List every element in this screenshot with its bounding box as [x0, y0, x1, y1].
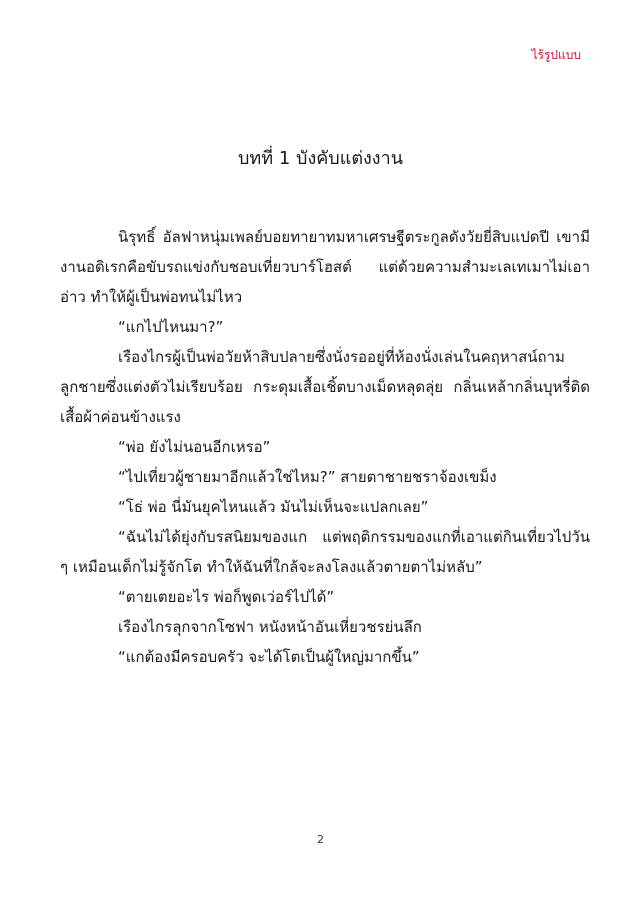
- paragraph: “ฉันไม่ได้ยุ่งกับรสนิยมของแก แต่พฤติกรรมของแกที่เอาแต่กินเที่ยวไปวัน ๆ เหมือนเด็กไม่รู้จักโต ทำให้ฉันที่ใกล้จะลงโลงแล้วตายตาไม่หลับ”: [60, 528, 590, 576]
- paragraph: นิรุทธิ์ อัลฟาหนุ่มเพลย์บอยทายาทมหาเศรษฐีตระกูลดังวัยยี่สิบแปดปี เขามีงานอดิเรกคือขับรถแข่งกับชอบเที่ยวบาร์โฮสต์ แต่ด้วยความสำมะเลเทเมาไม่เอาอ่าว ทำให้ผู้เป็นพ่อทนไม่ไหว: [60, 228, 590, 306]
- body-text: [60, 222, 590, 672]
- paragraph: “แกต้องมีครอบครัว จะได้โตเป็นผู้ใหญ่มากขึ้น”: [118, 648, 420, 666]
- chapter-title: บทที่ 1 บังคับแต่งงาน: [237, 148, 403, 169]
- paragraph: “ตายเตยอะไร พ่อก็พูดเว่อร์ไปได้”: [118, 588, 335, 606]
- paragraph: “ไปเที่ยวผู้ชายมาอีกแล้วใช่ไหม?” สายตาชายชราจ้องเขม็ง: [118, 468, 497, 486]
- paragraph: “โธ่ พ่อ นี่มันยุคไหนแล้ว มันไม่เห็นจะแปลกเลย”: [118, 498, 429, 516]
- paragraph: “แกไปไหนมา?”: [118, 318, 224, 336]
- paragraph: “พ่อ ยังไม่นอนอีกเหรอ”: [118, 438, 271, 456]
- page-number: 2: [317, 833, 324, 846]
- paragraph: เรืองไกรผู้เป็นพ่อวัยห้าสิบปลายซึ่งนั่งรออยู่ที่ห้องนั่งเล่นในคฤหาสน์ถามลูกชายซึ่งแต่งตัวไม่เรียบร้อย กระดุมเสื้อเชิ้ตบางเม็ดหลุดลุ่ย กลิ่นเหล้ากลิ่นบุหรี่ติดเสื้อผ้าค่อนข้างแรง: [60, 348, 590, 426]
- paragraph: เรืองไกรลุกจากโซฟา หนังหน้าอันเหี่ยวชรย่นลึก: [118, 618, 422, 636]
- header-note: ไร้รูปแบบ: [531, 48, 581, 62]
